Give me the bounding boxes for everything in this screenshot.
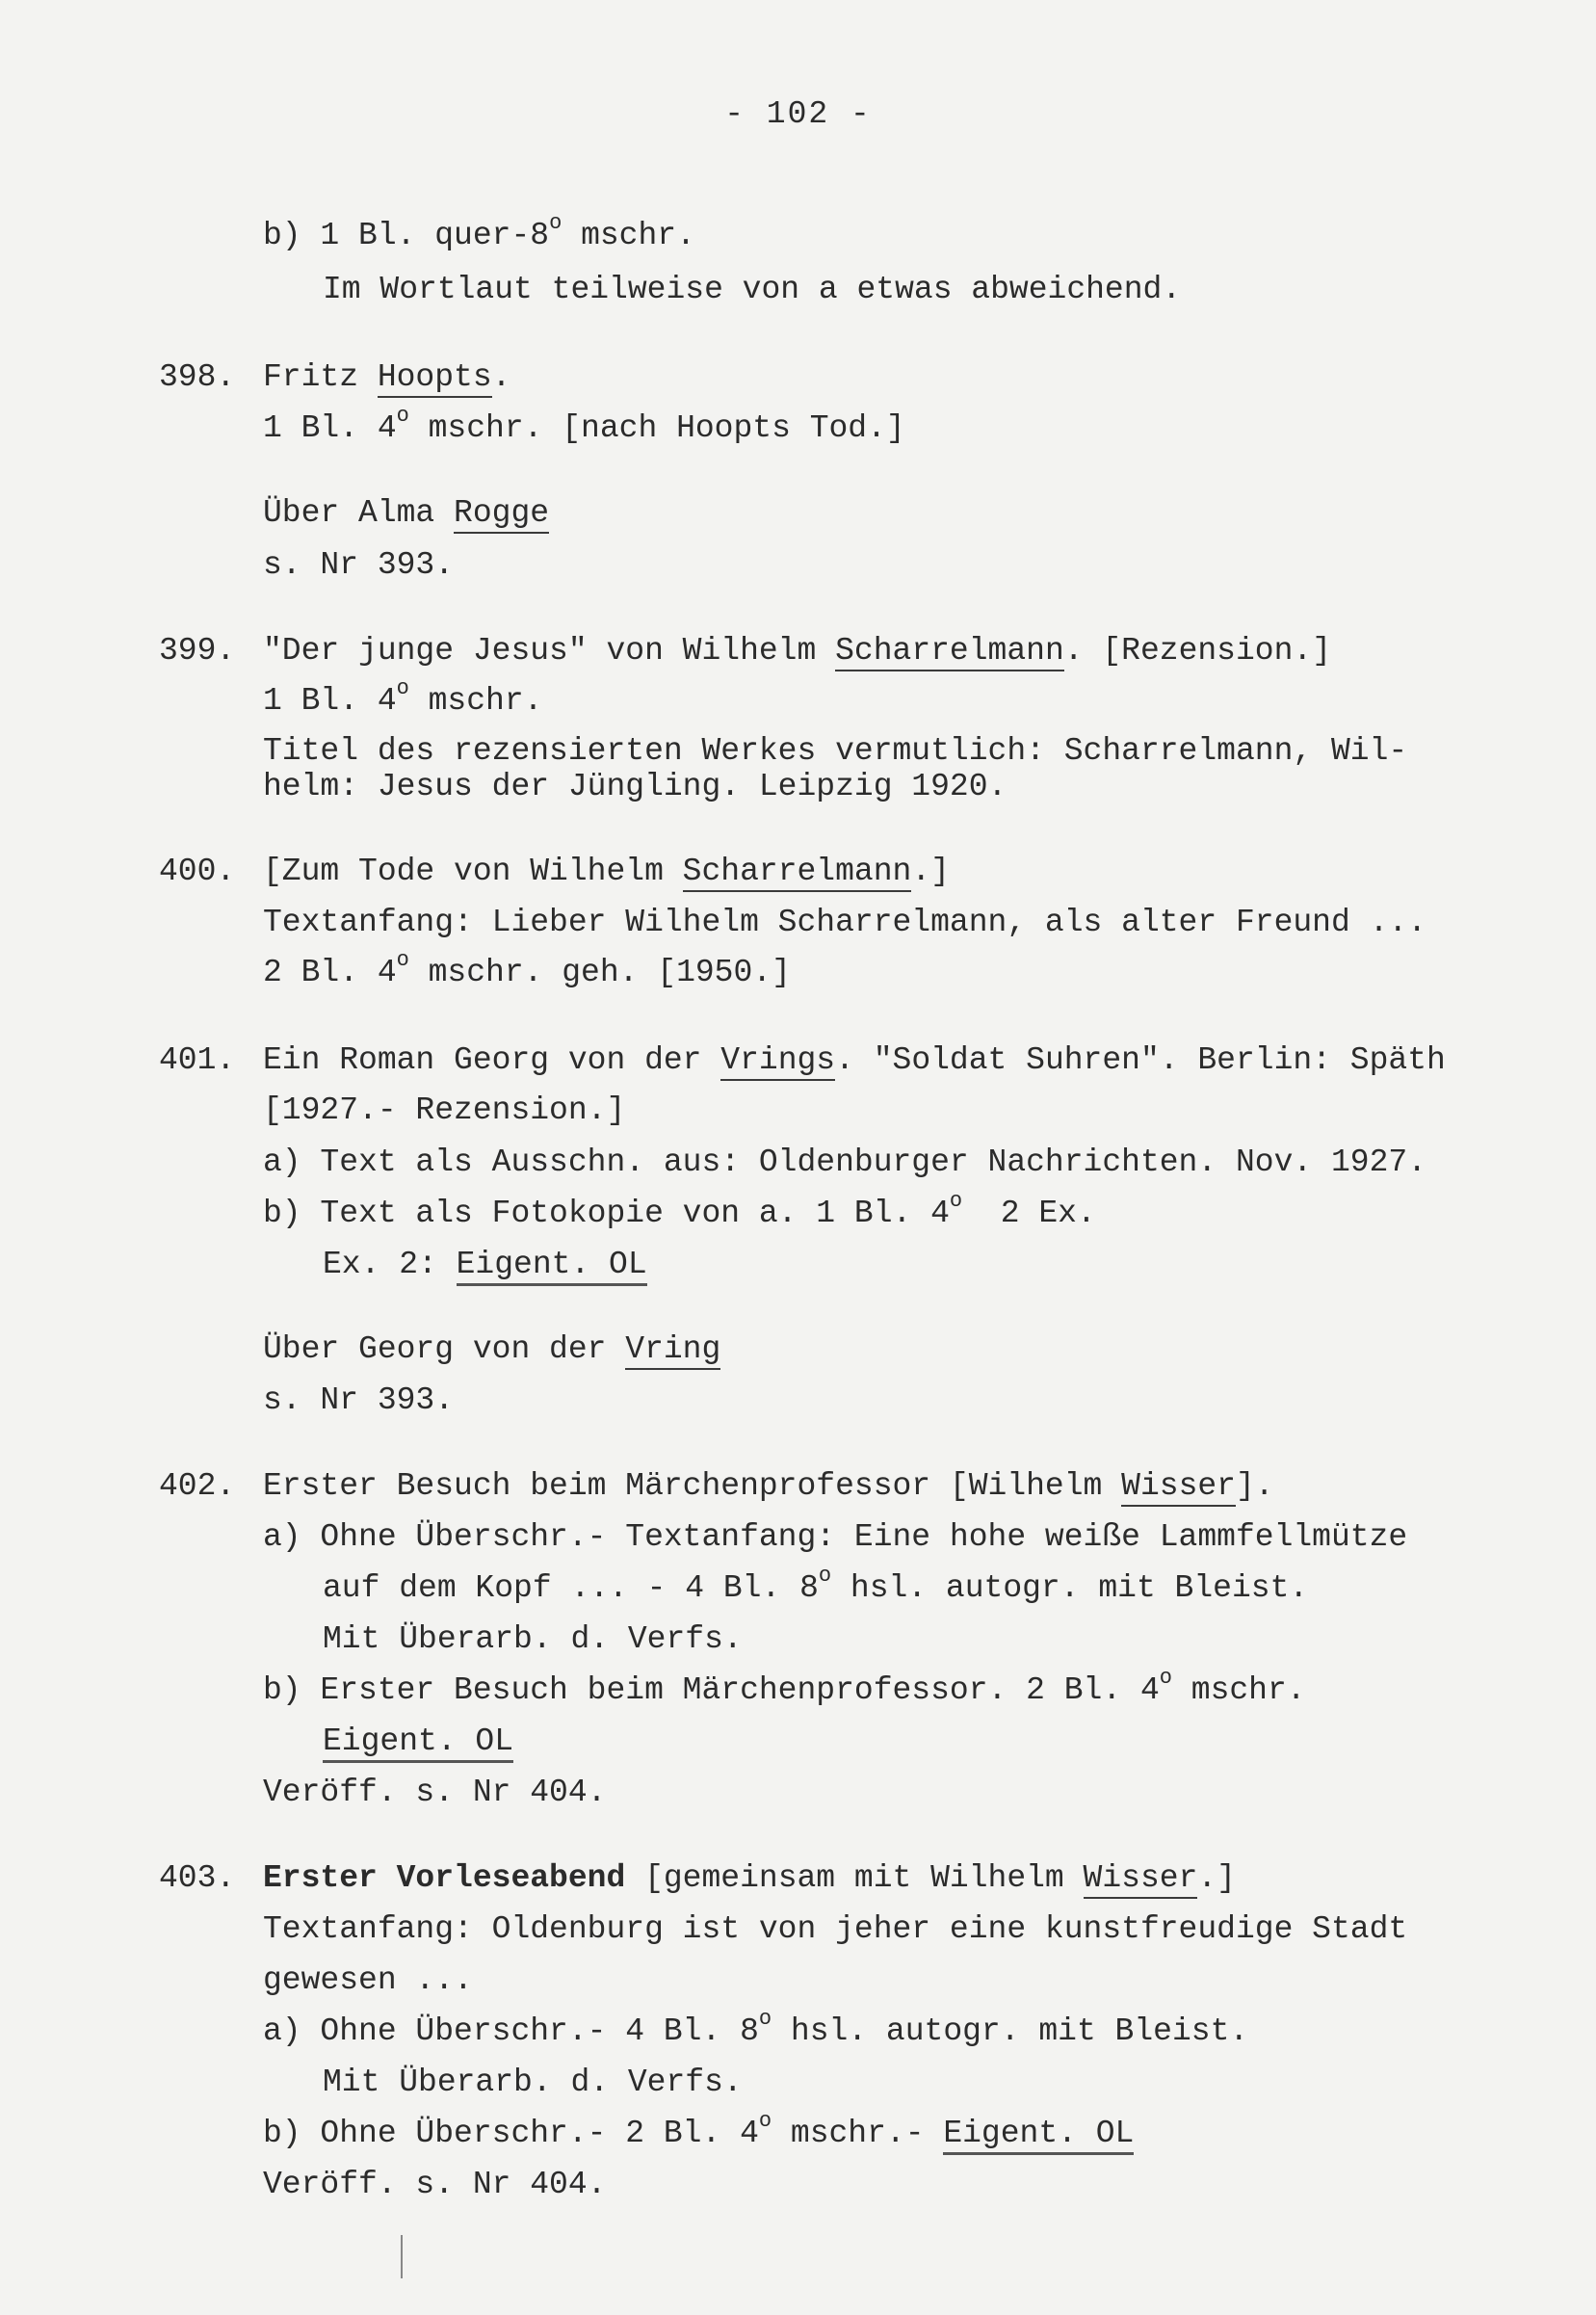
entry-note: Mit Überarb. d. Verfs. [323, 2065, 743, 2100]
entry-number: 398. [159, 359, 236, 395]
entry-line: [1927.- Rezension.] [263, 1092, 626, 1128]
page-number: - 102 - [724, 96, 872, 132]
entry-line: 1 Bl. 4$^o$ mschr. [nach Hoopts Tod.] [263, 404, 905, 446]
entry-line: b) Ohne Überschr.- 2 Bl. 4$^o$ mschr.- Eigent. OL [263, 2115, 1134, 2153]
entry-number: 403. [159, 1860, 236, 1896]
entry-note: Eigent. OL [323, 1723, 513, 1761]
entry-title: "Der junge Jesus" von Wilhelm Scharrelmann. [Rezension.] [263, 632, 1331, 671]
entry-title: Erster Vorleseabend [gemeinsam mit Wilhelm Wisser.] [263, 1859, 1236, 1898]
entry-number: 401. [159, 1042, 236, 1078]
cross-reference-heading: Über Georg von der Vring [263, 1330, 720, 1369]
entry-line: b) Text als Fotokopie von a. 1 Bl. 4$^o$ 2 Ex. [263, 1189, 1096, 1231]
entry-number: 402. [159, 1468, 236, 1504]
entry-line: b) 1 Bl. quer-8$^o$ mschr. [263, 211, 695, 253]
entry-line: 2 Bl. 4$^o$ mschr. geh. [1950.] [263, 948, 791, 990]
entry-title: [Zum Tode von Wilhelm Scharrelmann.] [263, 853, 950, 891]
cross-reference-heading: Über Alma Rogge [263, 494, 549, 533]
entry-title: Erster Besuch beim Märchenprofessor [Wilhelm Wisser]. [263, 1467, 1274, 1506]
entry-line: Textanfang: Lieber Wilhelm Scharrelmann, als alter Freund ... [263, 905, 1426, 940]
entry-note: helm: Jesus der Jüngling. Leipzig 1920. [263, 769, 1007, 804]
entry-line: gewesen ... [263, 1962, 473, 1998]
entry-note: Titel des rezensierten Werkes vermutlich: Scharrelmann, Wil- [263, 733, 1408, 769]
entry-line: a) Ohne Überschr.- Textanfang: Eine hohe weiße Lammfellmütze [263, 1519, 1408, 1555]
entry-line: a) Ohne Überschr.- 4 Bl. 8$^o$ hsl. autogr. mit Bleist. [263, 2007, 1249, 2049]
entry-number: 399. [159, 633, 236, 669]
cross-reference: s. Nr 393. [263, 1382, 455, 1418]
entry-line: b) Erster Besuch beim Märchenprofessor. 2 Bl. 4$^o$ mschr. [263, 1666, 1306, 1708]
entry-title: Ein Roman Georg von der Vrings. "Soldat Suhren". Berlin: Späth [263, 1041, 1446, 1080]
entry-note: Mit Überarb. d. Verfs. [323, 1621, 743, 1657]
entry-line: 1 Bl. 4$^o$ mschr. [263, 676, 543, 719]
entry-note: Ex. 2: Eigent. OL [323, 1246, 647, 1284]
cross-reference: s. Nr 393. [263, 547, 455, 583]
entry-title: Fritz Hoopts. [263, 358, 510, 397]
publication-reference: Veröff. s. Nr 404. [263, 2167, 607, 2202]
entry-line: auf dem Kopf ... - 4 Bl. 8$^o$ hsl. autogr. mit Bleist. [323, 1564, 1309, 1606]
entry-note: Im Wortlaut teilweise von a etwas abweichend. [323, 272, 1182, 307]
scan-mark [401, 2235, 403, 2278]
publication-reference: Veröff. s. Nr 404. [263, 1775, 607, 1810]
entry-line: a) Text als Ausschn. aus: Oldenburger Nachrichten. Nov. 1927. [263, 1144, 1426, 1180]
entry-number: 400. [159, 854, 236, 889]
entry-line: Textanfang: Oldenburg ist von jeher eine kunstfreudige Stadt [263, 1911, 1408, 1947]
